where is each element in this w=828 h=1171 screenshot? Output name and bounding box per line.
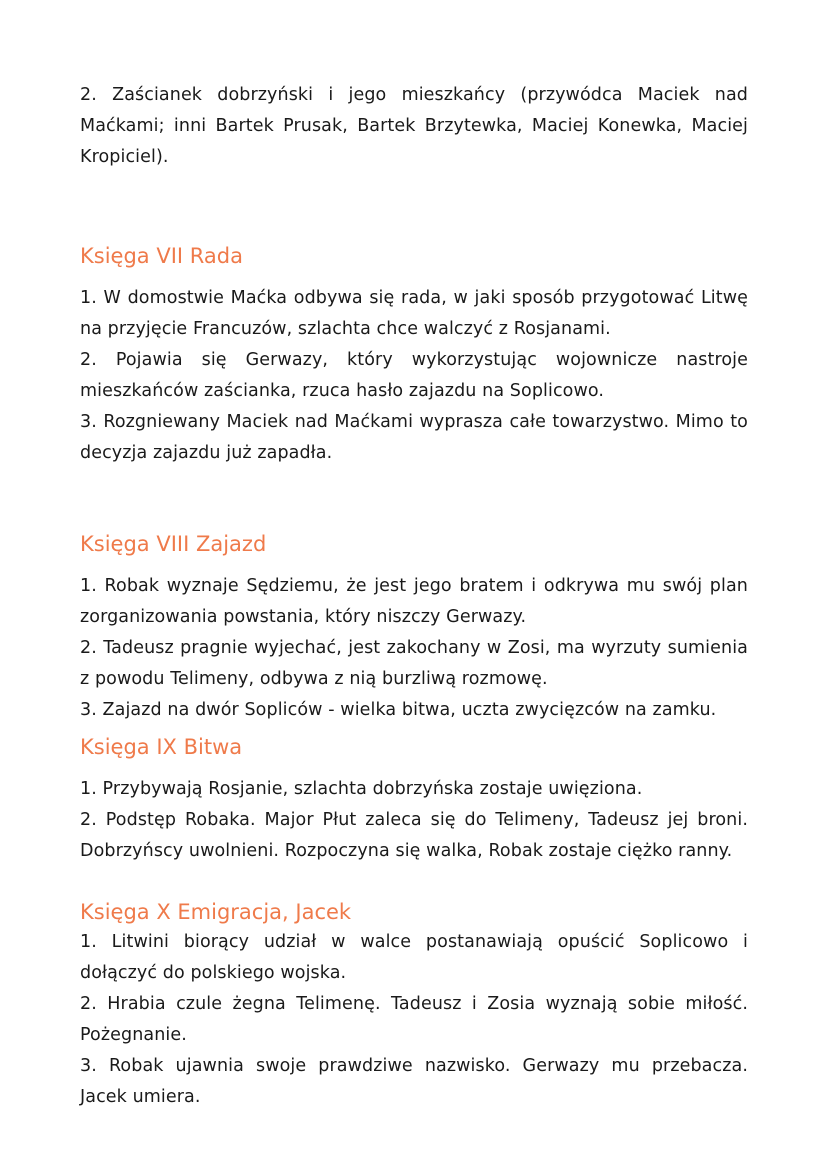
section-heading-book-7: Księga VII Rada [80, 244, 243, 268]
section-heading-book-10: Księga X Emigracja, Jacek [80, 900, 352, 924]
book-10-item-1: 1. Litwini biorący udział w walce postanawiają opuścić Soplicowo i dołączyć do polskiego wojska. [80, 932, 748, 983]
intro-item-2: 2. Zaścianek dobrzyński i jego mieszkańcy (przywódca Maciek nad Maćkami; inni Bartek Prusak, Bartek Brzytewka, Maciej Konewka, Maciej Kropiciel). [80, 85, 748, 167]
book-7-item-2: 2. Pojawia się Gerwazy, który wykorzystując wojownicze nastroje mieszkańców zaścianka, rzuca hasło zajazdu na Soplicowo. [80, 350, 748, 401]
book-7-item-3: 3. Rozgniewany Maciek nad Maćkami wyprasza całe towarzystwo. Mimo to decyzja zajazdu już zapadła. [80, 412, 748, 463]
section-heading-book-9: Księga IX Bitwa [80, 735, 243, 759]
book-10-item-3: 3. Robak ujawnia swoje prawdziwe nazwisko. Gerwazy mu przebacza. Jacek umiera. [80, 1056, 748, 1107]
book-9-item-1: 1. Przybywają Rosjanie, szlachta dobrzyńska zostaje uwięziona. [80, 779, 643, 799]
section-book-7 [80, 241, 748, 469]
section-book-10 [80, 897, 748, 1113]
book-8-item-2: 2. Tadeusz pragnie wyjechać, jest zakochany w Zosi, ma wyrzuty sumienia z powodu Telimeny, odbywa z nią burzliwą rozmowę. [80, 638, 748, 689]
book-8-item-3: 3. Zajazd na dwór Sopliców - wielka bitwa, uczta zwycięzców na zamku. [80, 700, 717, 720]
book-9-item-2: 2. Podstęp Robaka. Major Płut zaleca się do Telimeny, Tadeusz jej broni. Dobrzyńscy uwolnieni. Rozpoczyna się walka, Robak zostaje ciężko ranny. [80, 810, 748, 861]
book-10-item-2: 2. Hrabia czule żegna Telimenę. Tadeusz i Zosia wyznają sobie miłość. Pożegnanie. [80, 994, 748, 1045]
section-heading-book-8: Księga VIII Zajazd [80, 532, 267, 556]
section-book-8 [80, 529, 748, 726]
book-7-item-1: 1. W domostwie Maćka odbywa się rada, w jaki sposób przygotować Litwę na przyjęcie Francuzów, szlachta chce walczyć z Rosjanami. [80, 288, 748, 339]
section-book-9 [80, 732, 748, 867]
book-8-item-1: 1. Robak wyznaje Sędziemu, że jest jego bratem i odkrywa mu swój plan zorganizowania powstania, który niszczy Gerwazy. [80, 576, 748, 627]
